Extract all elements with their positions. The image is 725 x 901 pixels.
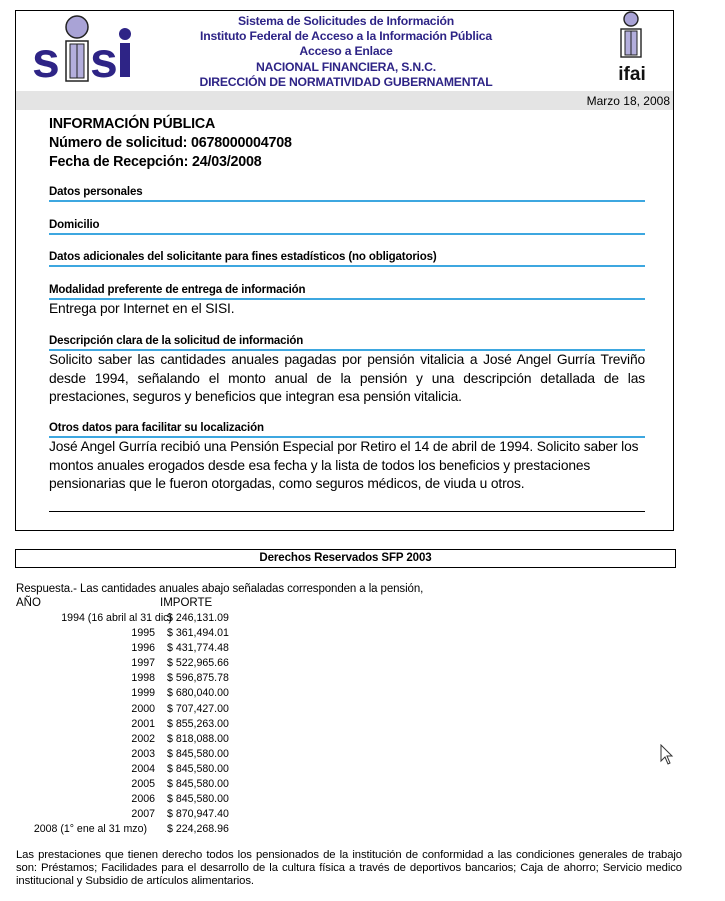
table-row xyxy=(0,777,260,792)
row-year: 2003 xyxy=(131,747,155,760)
section-title-personal-data: Datos personales xyxy=(49,185,645,202)
row-year: 1996 xyxy=(131,642,155,655)
row-amount: $ 845,580.00 xyxy=(167,793,229,806)
row-amount: $ 870,947.40 xyxy=(167,808,229,821)
row-year: 1998 xyxy=(131,672,155,685)
table-row xyxy=(0,702,260,717)
pension-amounts-table xyxy=(0,611,260,837)
row-amount: $ 431,774.48 xyxy=(167,642,229,655)
request-summary xyxy=(49,115,645,172)
row-amount: $ 522,965.66 xyxy=(167,657,229,670)
table-row xyxy=(0,611,260,626)
closing-rule xyxy=(49,511,645,512)
section-title-delivery-mode: Modalidad preferente de entrega de información xyxy=(49,283,645,300)
section-title-location-data: Otros datos para facilitar su localización xyxy=(49,421,645,438)
table-row xyxy=(0,717,260,732)
header-title-access: Acceso a Enlace xyxy=(299,44,393,59)
row-year: 2002 xyxy=(131,732,155,745)
section-body-delivery-mode: Entrega por Internet en el SISI. xyxy=(49,301,235,316)
svg-text:s: s xyxy=(90,32,118,88)
row-year: 2001 xyxy=(131,717,155,730)
table-row xyxy=(0,732,260,747)
table-row xyxy=(0,641,260,656)
row-year: 2004 xyxy=(131,762,155,775)
reception-date: Fecha de Recepción: 24/03/2008 xyxy=(49,154,262,170)
row-year: 1999 xyxy=(131,687,155,700)
svg-text:ifai: ifai xyxy=(618,64,646,83)
row-year: 1994 (16 abril al 31 dic) xyxy=(61,612,172,624)
table-row xyxy=(0,671,260,686)
row-year: 2005 xyxy=(131,778,155,791)
table-row xyxy=(0,822,260,837)
table-row xyxy=(0,747,260,762)
svg-text:s: s xyxy=(32,32,60,88)
header-titles xyxy=(176,14,516,90)
row-amount: $ 224,268.96 xyxy=(167,823,229,836)
column-header-amount: IMPORTE xyxy=(160,597,213,609)
row-year: 1997 xyxy=(131,657,155,670)
table-row xyxy=(0,656,260,671)
section-body-request-description: Solicito saber las cantidades anuales pagadas por pensión vitalicia a José Angel Gurría Treviño desde 1994, señalando el monto anual de la pensión y una descripción detallada de las prestaciones, seguros y beneficios que integran esa pensión vitalicia. xyxy=(49,352,645,404)
header-title-entity: NACIONAL FINANCIERA, S.N.C. xyxy=(256,59,436,74)
row-amount: $ 845,580.00 xyxy=(167,762,229,775)
response-intro: Respuesta.- Las cantidades anuales abajo señaladas corresponden a la pensión, xyxy=(16,583,424,595)
benefits-paragraph: Las prestaciones que tienen derecho todos los pensionados de la institución de conformidad a las condiciones generales de trabajo son: Préstamos; Facilidades para el desarrollo de la cultura física a través de deportivos bancarios; Caja de ahorro; Servicio medico institucional y Subsidio de artículos alimentarios. xyxy=(16,849,682,888)
request-number: Número de solicitud: 0678000004708 xyxy=(49,135,292,151)
row-year: 2008 (1° ene al 31 mzo) xyxy=(33,823,147,836)
table-row xyxy=(0,792,260,807)
section-title-address: Domicilio xyxy=(49,218,645,235)
column-header-year: AÑO xyxy=(16,597,41,609)
table-row xyxy=(0,762,260,777)
row-year: 1995 xyxy=(131,627,155,640)
section-title-request-description: Descripción clara de la solicitud de información xyxy=(49,334,645,351)
header-title-department: DIRECCIÓN DE NORMATIVIDAD GUBERNAMENTAL xyxy=(199,74,493,89)
row-amount: $ 845,580.00 xyxy=(167,747,229,760)
row-year: 2000 xyxy=(131,702,155,715)
request-document-frame xyxy=(15,10,674,531)
row-amount: $ 707,427.00 xyxy=(167,702,229,715)
section-body-location-data: José Angel Gurría recibió una Pensión Especial por Retiro el 14 de abril de 1994. Solicito saber los montos anuales erogados desde esa fecha y la lista de todos los beneficios y prestaciones pensionarias que le fueron otorgadas, como seguros médicos, de viuda u otros. xyxy=(49,439,639,491)
row-amount: $ 818,088.00 xyxy=(167,732,229,745)
copyright-box: Derechos Reservados SFP 2003 xyxy=(15,549,676,568)
row-amount: $ 680,040.00 xyxy=(167,687,229,700)
sisi-logo-icon xyxy=(32,13,142,88)
document-heading: INFORMACIÓN PÚBLICA xyxy=(49,116,216,132)
mouse-pointer-icon xyxy=(660,744,674,766)
header-date-band xyxy=(16,91,673,110)
section-title-statistical-data: Datos adicionales del solicitante para fines estadísticos (no obligatorios) xyxy=(49,250,645,267)
table-row xyxy=(0,807,260,822)
table-row xyxy=(0,686,260,701)
row-year: 2007 xyxy=(131,808,155,821)
row-amount: $ 361,494.01 xyxy=(167,627,229,640)
row-amount: $ 596,875.78 xyxy=(167,672,229,685)
document-date: Marzo 18, 2008 xyxy=(586,94,670,108)
header-title-institute: Instituto Federal de Acceso a la Información Pública xyxy=(200,29,492,44)
row-year: 2006 xyxy=(131,793,155,806)
row-amount: $ 845,580.00 xyxy=(167,778,229,791)
table-row xyxy=(0,626,260,641)
header-title-system: Sistema de Solicitudes de Información xyxy=(237,14,455,28)
ifai-logo-icon xyxy=(612,11,654,83)
row-amount: $ 855,263.00 xyxy=(167,717,229,730)
row-amount: $ 246,131.09 xyxy=(167,612,229,624)
